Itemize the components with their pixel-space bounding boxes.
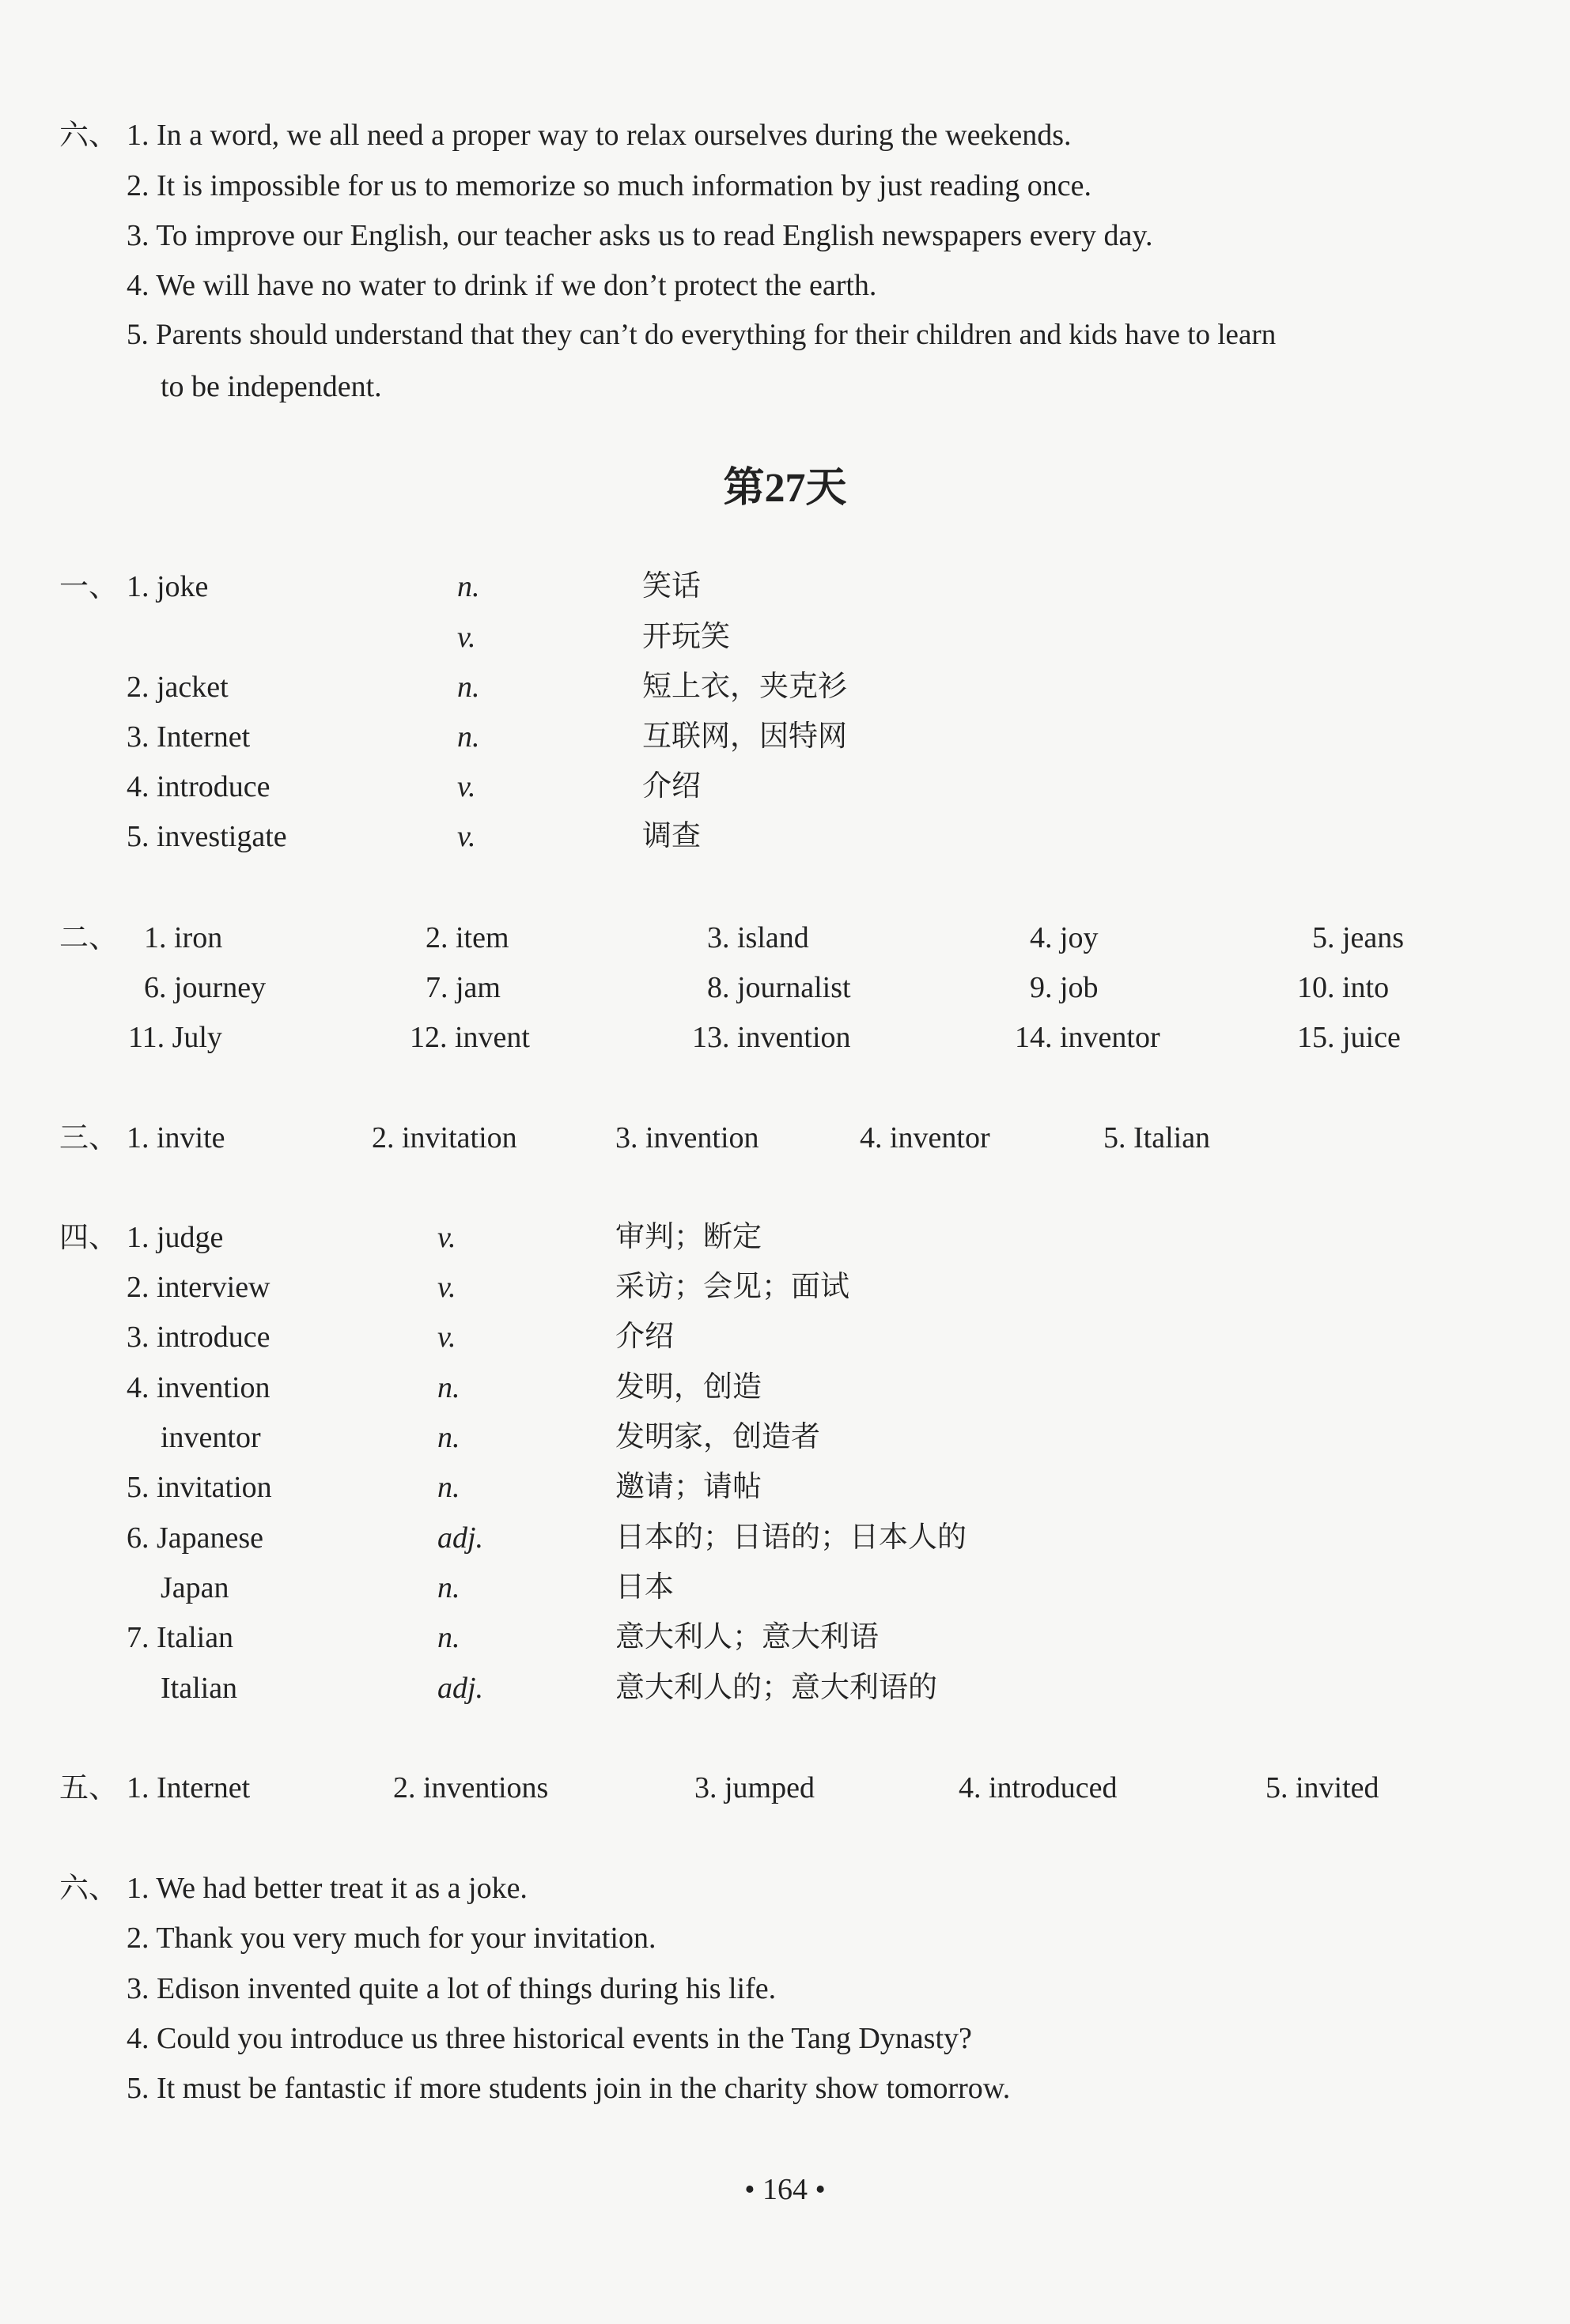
answer-item: 1. iron [144,921,223,954]
vocab-word: 1. joke [127,570,209,603]
vocab-meaning: 介绍 [642,769,701,803]
vocab-word: Italian [161,1672,238,1705]
vocab-meaning: 发明家，创造者 [615,1419,820,1453]
answer-item: 4. introduced [959,1771,1118,1804]
vocab-pos: v. [437,1221,456,1254]
answer-line: 4. Could you introduce us three historical events in the Tang Dynasty? [127,2022,972,2055]
answer-item: 13. invention [692,1021,851,1054]
section-marker-5: 五、 [59,1770,118,1804]
vocab-meaning: 意大利人；意大利语 [615,1619,879,1653]
vocab-meaning: 日本的；日语的；日本人的 [615,1520,967,1554]
answer-item: 2. invitation [372,1121,517,1154]
answer-line: 3. To improve our English, our teacher asks us to read English newspapers every day. [127,219,1153,252]
section-marker-6a: 六、 [59,118,118,152]
vocab-meaning: 日本 [615,1570,674,1604]
vocab-meaning: 发明，创造 [615,1370,762,1404]
vocab-pos: v. [437,1271,456,1304]
answer-item: 2. item [426,921,509,954]
answer-item: 8. journalist [707,971,851,1004]
vocab-meaning: 邀请；请帖 [615,1469,762,1503]
vocab-meaning: 调查 [642,818,701,852]
vocab-word: 4. invention [127,1371,270,1404]
answer-line: 2. It is impossible for us to memorize so much information by just reading once. [127,169,1092,202]
answer-line: 3. Edison invented quite a lot of things during his life. [127,1972,777,2005]
answer-line: 1. In a word, we all need a proper way to relax ourselves during the weekends. [127,119,1072,152]
vocab-meaning: 互联网，因特网 [642,719,847,753]
vocab-word: 3. introduce [127,1321,270,1354]
section-marker-4: 四、 [59,1220,118,1254]
vocab-pos: n. [457,720,480,754]
vocab-word: 6. Japanese [127,1521,264,1555]
page-number: • 164 • [744,2173,826,2206]
answer-item: 3. invention [615,1121,759,1154]
vocab-word: inventor [161,1421,261,1454]
vocab-meaning: 审判；断定 [615,1219,762,1253]
answer-item: 5. invited [1265,1771,1379,1804]
vocab-meaning: 笑话 [642,569,701,603]
vocab-meaning: 介绍 [615,1319,674,1353]
vocab-pos: v. [437,1321,456,1354]
answer-line: 4. We will have no water to drink if we don’t protect the earth. [127,269,877,302]
answer-item: 3. island [707,921,809,954]
answer-item: 1. Internet [127,1771,251,1804]
vocab-pos: n. [437,1371,460,1404]
vocab-meaning: 开玩笑 [642,619,730,653]
answer-item: 12. invent [410,1021,530,1054]
answer-item: 6. journey [144,971,267,1004]
vocab-word: 5. invitation [127,1471,272,1504]
vocab-pos: v. [457,770,476,803]
vocab-word: 3. Internet [127,720,251,754]
vocab-pos: n. [437,1571,460,1604]
vocab-word: 1. judge [127,1221,224,1254]
vocab-pos: adj. [437,1521,484,1555]
vocab-meaning: 短上衣，夹克衫 [642,669,847,703]
answer-item: 7. jam [426,971,501,1004]
vocab-pos: v. [457,820,476,853]
answer-item: 3. jumped [694,1771,815,1804]
page-title: 第27天 [723,466,847,511]
vocab-pos: n. [437,1421,460,1454]
vocab-word: 2. jacket [127,671,229,704]
answer-item: 9. job [1030,971,1099,1004]
answer-item: 10. into [1297,971,1390,1004]
vocab-word: 5. investigate [127,820,287,853]
vocab-pos: adj. [437,1672,484,1705]
vocab-word: 7. Italian [127,1621,234,1654]
vocab-word: 4. introduce [127,770,270,803]
vocab-meaning: 意大利人的；意大利语的 [615,1670,937,1704]
section-marker-2: 二、 [59,920,118,954]
answer-item: 14. inventor [1015,1021,1160,1054]
answer-item: 11. July [128,1021,222,1054]
answer-line: 2. Thank you very much for your invitation. [127,1922,656,1955]
vocab-meaning: 采访；会见；面试 [615,1269,849,1303]
answer-line: to be independent. [161,370,382,403]
answer-line: 5. It must be fantastic if more students join in the charity show tomorrow. [127,2072,1011,2105]
answer-item: 2. inventions [393,1771,549,1804]
vocab-pos: n. [437,1471,460,1504]
vocab-pos: n. [437,1621,460,1654]
section-marker-6b: 六、 [59,1871,118,1905]
answer-item: 4. joy [1030,921,1099,954]
section-marker-3: 三、 [59,1120,118,1154]
answer-item: 5. Italian [1103,1121,1211,1154]
vocab-word: Japan [161,1571,229,1604]
vocab-pos: n. [457,671,480,704]
answer-line: 1. We had better treat it as a joke. [127,1872,528,1905]
vocab-pos: n. [457,570,480,603]
answer-item: 5. jeans [1312,921,1405,954]
answer-item: 1. invite [127,1121,225,1154]
vocab-word: 2. interview [127,1271,270,1304]
answer-item: 15. juice [1297,1021,1401,1054]
section-marker-1: 一、 [59,569,118,603]
answer-line: 5. Parents should understand that they can’t do everything for their children and kids have to learn [127,319,1277,351]
answer-item: 4. inventor [860,1121,990,1154]
vocab-pos: v. [457,621,476,654]
